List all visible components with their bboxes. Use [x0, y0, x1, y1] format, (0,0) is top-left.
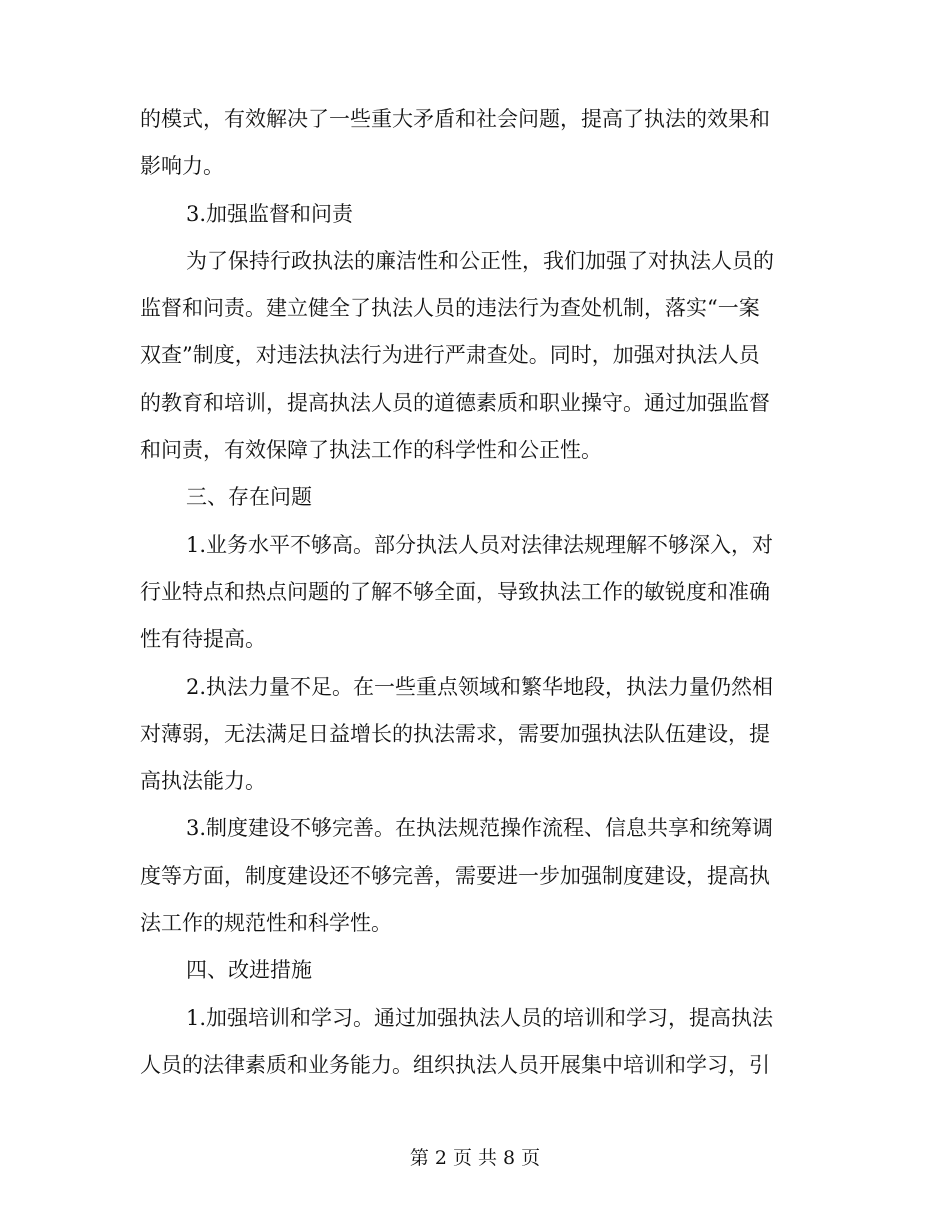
section-heading: 三、存在问题 [186, 485, 312, 510]
text-line: 行业特点和热点问题的了解不够全面，导致执法工作的敏锐度和准确 [140, 579, 770, 604]
text-line: 为了保持行政执法的廉洁性和公正性，我们加强了对执法人员的 [186, 248, 774, 273]
text-line: 高执法能力。 [140, 769, 266, 794]
section-heading: 四、改进措施 [186, 958, 312, 983]
text-line: 2.执法力量不足。在一些重点领域和繁华地段，执法力量仍然相 [186, 674, 774, 699]
text-line: 的模式，有效解决了一些重大矛盾和社会问题，提高了执法的效果和 [140, 107, 770, 131]
text-line: 性有待提高。 [140, 627, 266, 652]
text-line: 3.制度建设不够完善。在执法规范操作流程、信息共享和统筹调 [186, 816, 774, 841]
section-heading: 3.加强监督和问责 [186, 201, 354, 226]
text-line: 对薄弱，无法满足日益增长的执法需求，需要加强执法队伍建设，提 [140, 721, 770, 746]
text-line: 影响力。 [140, 154, 224, 179]
text-line: 监督和问责。建立健全了执法人员的违法行为查处机制，落实“一案 [140, 296, 760, 321]
text-line: 人员的法律素质和业务能力。组织执法人员开展集中培训和学习，引 [140, 1052, 770, 1077]
text-line: 法工作的规范性和科学性。 [140, 911, 392, 936]
page-number-footer: 第 2 页 共 8 页 [409, 1147, 541, 1169]
text-line: 和问责，有效保障了执法工作的科学性和公正性。 [140, 438, 602, 463]
text-line: 的教育和培训，提高执法人员的道德素质和职业操守。通过加强监督 [140, 390, 770, 415]
text-line: 度等方面，制度建设还不够完善，需要进一步加强制度建设，提高执 [140, 863, 770, 888]
text-line: 1.业务水平不够高。部分执法人员对法律法规理解不够深入，对 [186, 532, 774, 557]
text-line: 1.加强培训和学习。通过加强执法人员的培训和学习，提高执法 [186, 1005, 774, 1030]
document-body [140, 96, 800, 1089]
text-line: 双查”制度，对违法执法行为进行严肃查处。同时，加强对执法人员 [140, 343, 760, 368]
